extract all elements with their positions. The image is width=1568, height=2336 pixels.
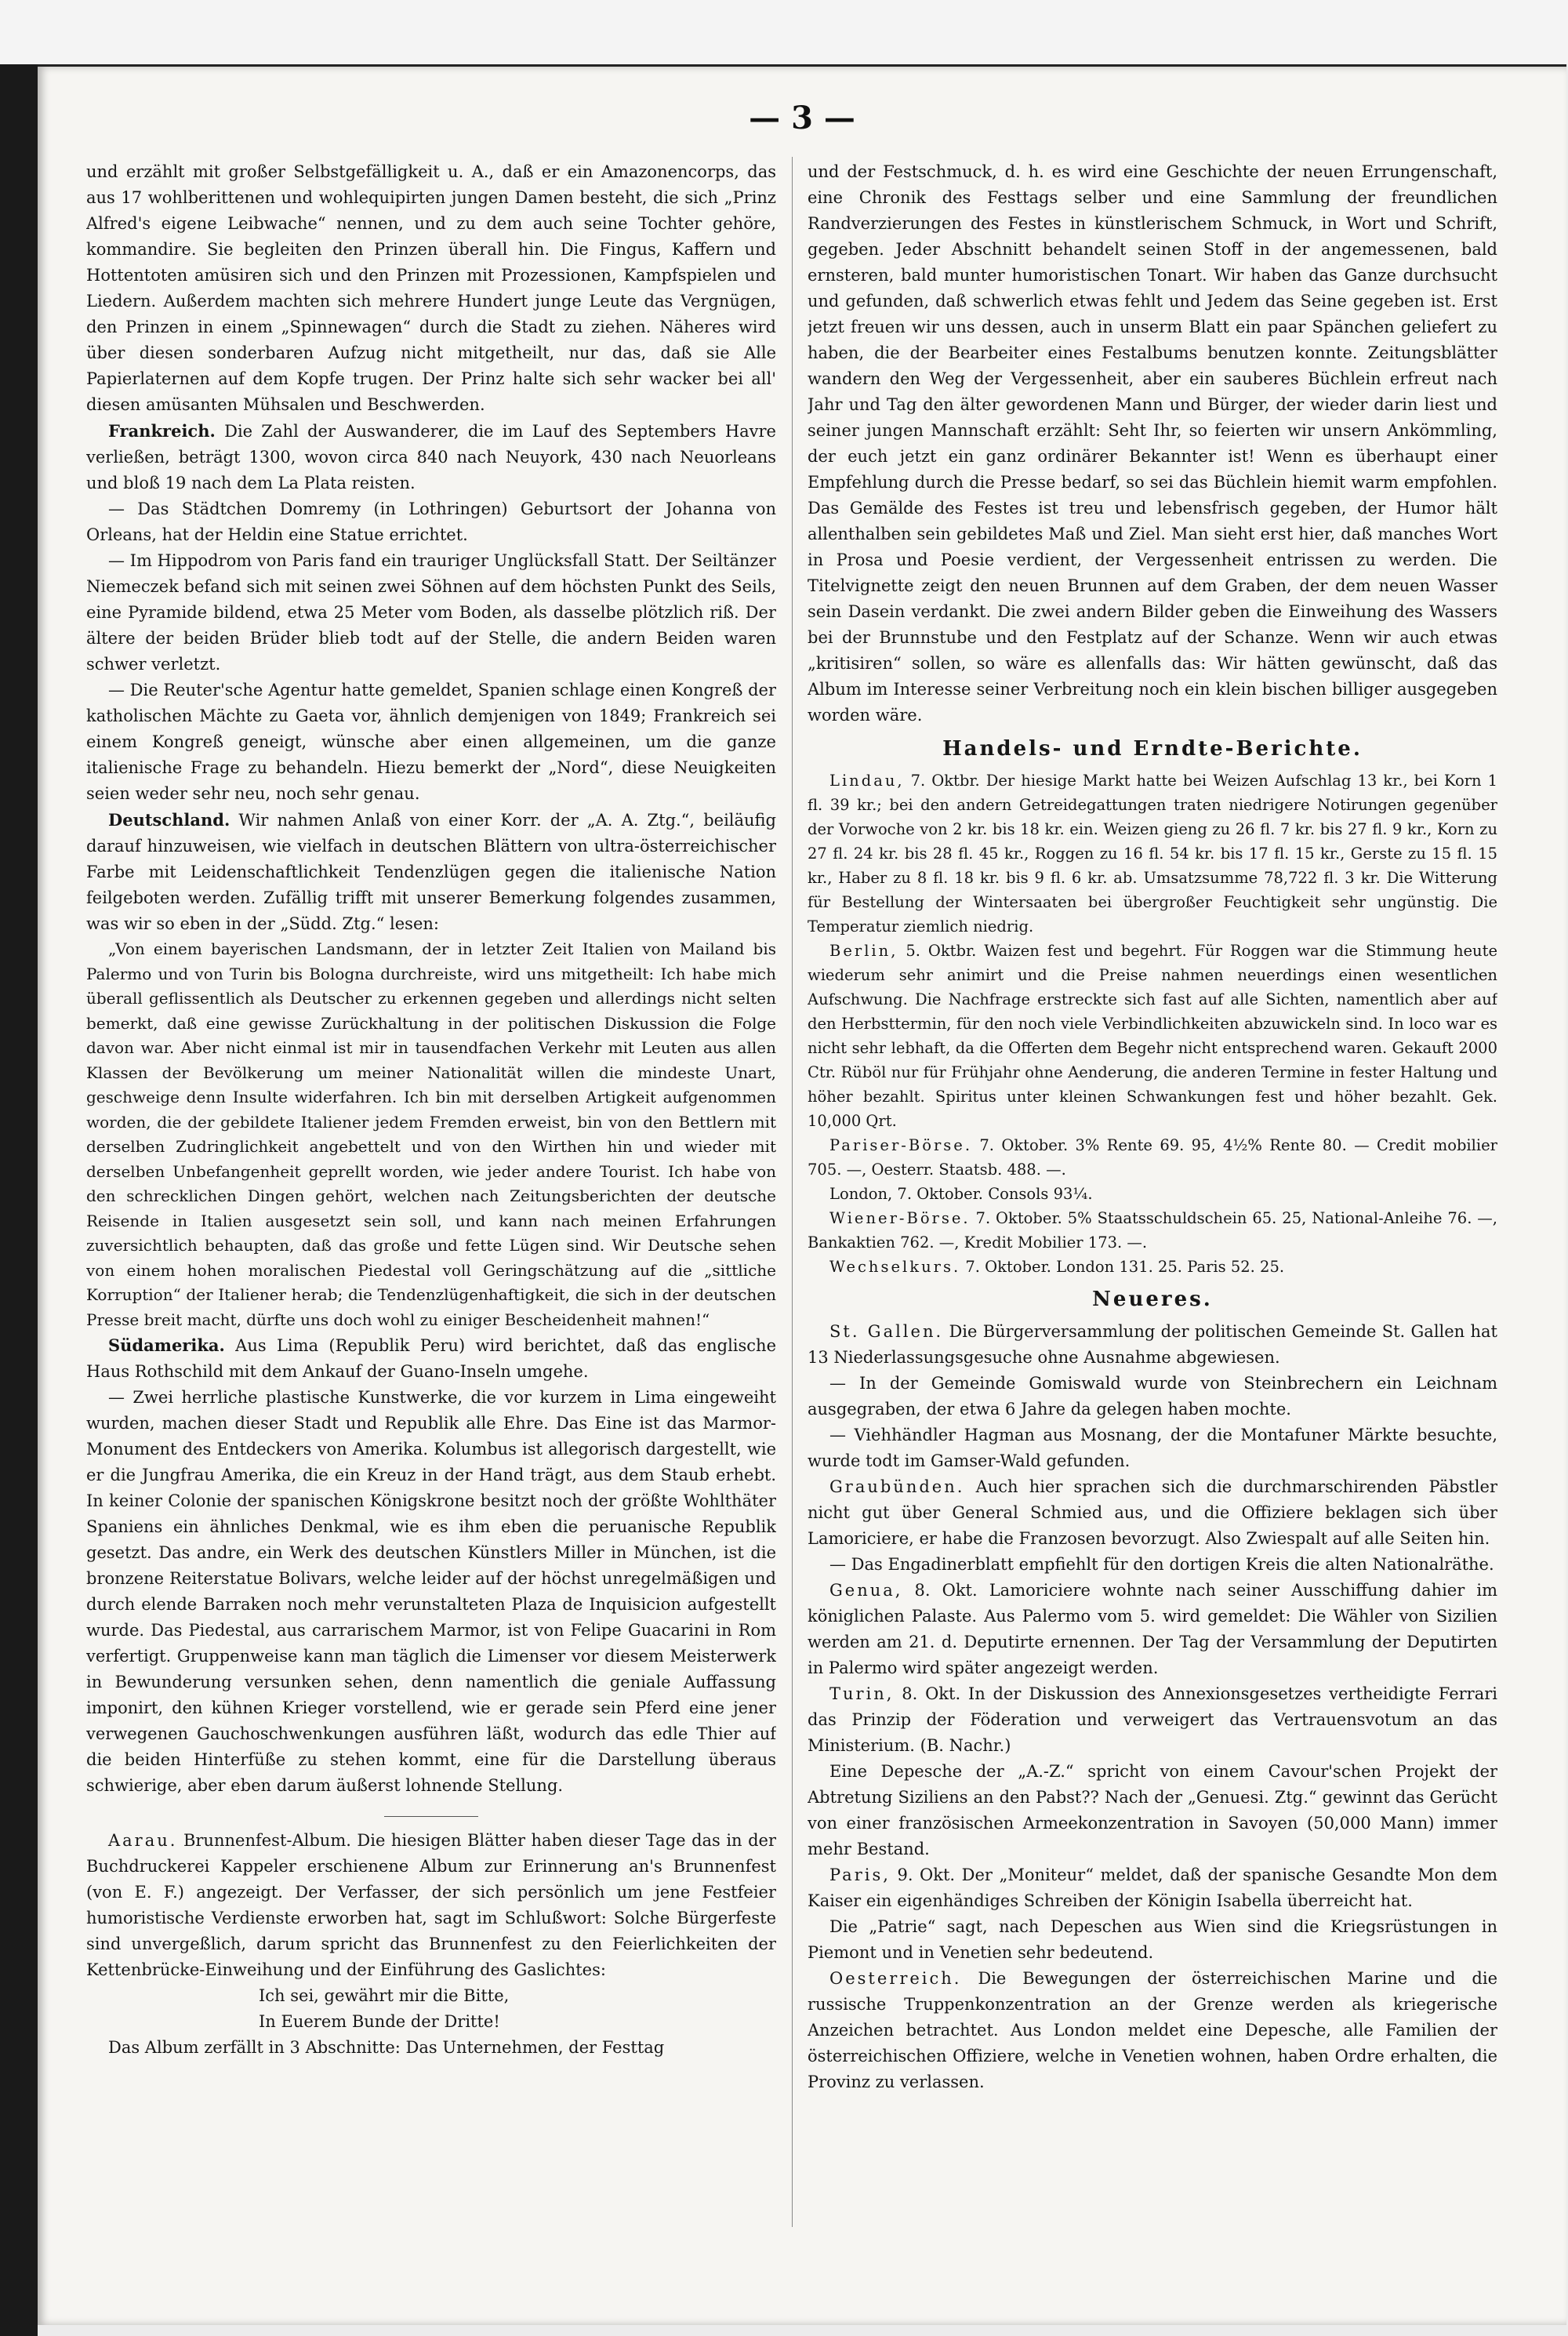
news-genua (808, 1578, 1497, 1681)
scan-background (0, 0, 1568, 64)
news-place: Graubünden. (829, 1477, 965, 1496)
article-paragraph: — Zwei herrliche plastische Kunstwerke, die vor kurzem in Lima eingeweiht wurden, machen dieser Stadt und Republik alle Ehre. Das Eine ist das Marmor-Monument des Entdeckers von Amerika. Kolumbus ist allegorisch dargestellt, wie er die Jungfrau Amerika, die ein Kreuz in der Hand trägt, aus dem Staub erhebt. In keiner Colonie der spanischen Königskrone besitzt noch der größte Wohlthäter Spaniens ein ähnliches Denkmal, wie es ihm eben die peruanische Republik gesetzt. Das andre, ein Werk des deutschen Künstlers Miller in München, ist die bronzene Reiterstatue Bolivars, welche leider auf der höchst unregelmäßigen und durch elende Barraken noch mehr verunstalteten Plaza de Inquisicion aufgestellt wurde. Das Piedestal, aus carrarischem Marmor, ist von Felipe Guacarini in Rom verfertigt. Gruppenweise kann man täglich die Limenser vor diesem Meisterwerk in Bewunderung versunken sehen, denn namentlich die geniale Auffassung imponirt, den kühnen Krieger vorstellend, wie er gerade sein Pferd eine jener verwegenen Gauchoschwenkungen ausführen läßt, wodurch das edle Thier auf die beiden Hinterfüße zu stehen kommt, eine für die Darstellung überaus schwierige, aber eben darum äußerst lohnende Stellung. (86, 1388, 776, 1795)
market-report-berlin (808, 939, 1497, 1133)
market-report-paris (808, 1133, 1497, 1182)
article-suedamerika (86, 1332, 776, 1385)
article-paragraph: Die „Patrie“ sagt, nach Depeschen aus Wien sind die Kriegsrüstungen in Piemont und in Venetien sehr bedeutend. (808, 1917, 1497, 1962)
article-paragraph: Das Album zerfällt in 3 Abschnitte: Das Unternehmen, der Festtag (108, 2038, 665, 2057)
right-column (808, 159, 1497, 2292)
article-paragraph: Eine Depesche der „A.-Z.“ spricht von einem Cavour'schen Projekt der Abtretung Siziliens an den Pabst?? Nach der „Genuesi. Ztg.“ gewinnt das Gerücht von einer französischen Armeekonzentration in Savoyen (50,000 Mann) immer mehr Bestand. (808, 1762, 1497, 1858)
column-divider (792, 157, 793, 2227)
market-report-wechsel (808, 1255, 1497, 1279)
article-paragraph: — Viehhändler Hagman aus Mosnang, der die Montafuner Märkte besuchte, wurde todt im Gamser-Wald gefunden. (808, 1426, 1497, 1470)
market-text: 7. Oktober. 3% Rente 69. 95, 4½% Rente 80. — Credit mobilier 705. —, Oesterr. Staatsb. 488. —. (808, 1136, 1497, 1179)
news-text: 8. Okt. In der Diskussion des Annexionsgesetzes vertheidigte Ferrari das Prinzip der Föderation und verweigert das Vertrauensvotum an das Ministerium. (B. Nachr.) (808, 1684, 1497, 1755)
news-text: Auch hier sprachen sich die durchmarschirenden Päbstler nicht gut über General Schmied aus, und die Offiziere beklagen sich über Lamoriciere, er habe die Franzosen bevorzugt. Also Zwiespalt auf alle Seiten hin. (808, 1477, 1497, 1548)
newspaper-page (38, 64, 1566, 2325)
news-place: Oesterreich. (829, 1969, 962, 1988)
market-text: 5. Oktbr. Waizen fest und begehrt. Für Roggen war die Stimmung heute wiederum sehr animirt und die Preise nahmen neuerdings einen wesentlichen Aufschwung. Die Nachfrage erstreckte sich fast auf alle Sichten, namentlich aber auf den Herbsttermin, für den noch viele Verbindlichkeiten abzuwickeln sind. In loco war es nicht sehr lebhaft, da die Offerten dem Begehr nicht entsprechend waren. Gekauft 2000 Ctr. Rüböl nur für Frühjahr ohne Aenderung, die anderen Termine in fester Haltung und höher bezahlt. Spiritus unter kleinen Schwankungen fest und höher bezahlt. Gek. 10,000 Qrt. (808, 942, 1497, 1130)
news-text: Die Bürgerversammlung der politischen Gemeinde St. Gallen hat 13 Niederlassungsgesuche ohne Ausnahme abgewiesen. (808, 1322, 1497, 1367)
page-number: — 3 — (749, 100, 855, 136)
market-report-wien (808, 1206, 1497, 1255)
market-text: 7. Oktbr. Der hiesige Markt hatte bei Weizen Aufschlag 13 kr., bei Korn 1 fl. 39 kr.; bei den andern Getreidegattungen traten niedrigere Notirungen gegenüber der Vorwoche von 2 kr. bis 18 kr. ein. Weizen gieng zu 26 fl. 7 kr. bis 27 fl. 9 kr., Korn zu 27 fl. 24 kr. bis 28 fl. 45 kr., Roggen zu 16 fl. 54 kr. bis 17 fl. 15 kr., Gerste zu 15 fl. 15 kr., Haber zu 8 fl. 18 kr. bis 9 fl. 6 kr. ab. Umsatzsumme 78,722 fl. 3 kr. Die Witterung für Bestellung der Wintersaaten bei übergroßer Feuchtigkeit sehr ungünstig. Die Temperatur ziemlich niedrig. (808, 772, 1497, 935)
news-text: 9. Okt. Der „Moniteur“ meldet, daß der spanische Gesandte Mon dem Kaiser ein eigenhändiges Schreiben der Königin Isabella überreicht hat. (808, 1866, 1497, 1910)
news-text: 8. Okt. Lamoriciere wohnte nach seiner Ausschiffung dahier im königlichen Palaste. Aus Palermo vom 5. wird gemeldet: Die Wähler von Sizilien werden am 21. d. Deputirte ernennen. Der Tag der Versammlung der Deputirten in Palermo wird später angezeigt werden. (808, 1581, 1497, 1677)
section-keyword: Deutschland. (108, 810, 230, 830)
article-paragraph: — Das Engadinerblatt empfiehlt für den dortigen Kreis die alten Nationalräthe. (829, 1555, 1494, 1574)
news-paris (808, 1862, 1497, 1914)
market-place: Wechselkurs. (829, 1258, 961, 1276)
section-keyword: Aarau. (108, 1831, 178, 1850)
section-keyword: Frankreich. (108, 421, 216, 441)
market-place: Lindau, (829, 772, 905, 790)
news-graubuenden (808, 1474, 1497, 1552)
news-place: Turin, (829, 1684, 895, 1703)
news-turin (808, 1681, 1497, 1759)
market-report-lindau (808, 768, 1497, 939)
article-paragraph: und erzählt mit großer Selbstgefälligkeit u. A., daß er ein Amazonencorps, das aus 17 wohlberittenen und wohlequipirten jungen Damen besteht, die sich „Prinz Alfred's eigene Leibwache“ nennen, und zu dem auch seine Tochter gehöre, kommandire. Sie begleiten den Prinzen überall hin. Die Fingus, Kaffern und Hottentoten amüsiren sich und den Prinzen mit Prozessionen, Kampfspielen und Liedern. Außerdem machten sich mehrere Hundert junge Leute das Vergnügen, den Prinzen in einem „Spinnewagen“ durch die Stadt zu ziehen. Näheres wird über diesen sonderbaren Aufzug nicht mitgetheilt, nur das, daß sie Alle Papierlaternen auf dem Kopfe trugen. Der Prinz halte sich sehr wacker bei all' diesen amüsanten Mühsalen und Beschwerden. (86, 162, 776, 414)
news-place: Genua, (829, 1581, 903, 1600)
article-paragraph: — In der Gemeinde Gomiswald wurde von Steinbrechern ein Leichnam ausgegraben, der etwa 6 Jahre da gelegen haben mochte. (808, 1374, 1497, 1419)
separator-rule (384, 1816, 478, 1817)
verse-line: Ich sei, gewährt mir die Bitte, (259, 1986, 510, 2005)
article-paragraph: und der Festschmuck, d. h. es wird eine Geschichte der neuen Errungenschaft, eine Chronik des Festtags selber und eine Sammlung der freundlichen Randverzierungen des Festes in künstlerischem Schmuck, in Wort und Schrift, gegeben. Jeder Abschnitt behandelt seinen Stoff in der angemessenen, bald ernsteren, bald munter humoristischen Tonart. Wir haben das Ganze durchsucht und gefunden, daß schwerlich etwas fehlt und Jedem das Seine gegeben ist. Erst jetzt freuen wir uns dessen, auch in unserm Blatt ein paar Spänchen geliefert zu haben, die der Bearbeiter eines Festalbums benutzen konnte. Zeitungsblätter wandern den Weg der Vergessenheit, aber ein sauberes Büchlein erfreut nach Jahr und Tag den älter gewordenen Mann und Bürger, der wieder darin liest und seiner jungen Mannschaft erzählt: Seht Ihr, so feierten wir unsern Ankömmling, der euch jetzt ein ganz ordinärer Bekannter ist! Wenn es überhaupt einer Empfehlung durch die Presse bedarf, so sei das Büchlein hiemit warm empfohlen. Das Gemälde des Festes ist treu und lebensfrisch gegeben, der Humor hält allenthalben sein gebildetes Maß und Ziel. Man sieht erst hier, daß manches Wort in Prosa und Poesie verdient, der Vergessenheit entrissen zu werden. Die Titelvignette zeigt den neuen Brunnen auf dem Graben, der dem neuen Wasser sein Dasein verdankt. Die zwei andern Bilder geben die Einweihung des Wassers bei der Brunnstube und den Festplatz auf der Schanze. Wenn wir auch etwas „kritisiren“ sollen, so wäre es allenfalls das: Wir hätten gewünscht, daß das Album im Interesse seiner Verbreitung noch ein klein bischen billiger ausgegeben worden wäre. (808, 162, 1497, 725)
article-paragraph: — Im Hippodrom von Paris fand ein trauriger Unglücksfall Statt. Der Seiltänzer Niemeczek befand sich mit seinen zwei Söhnen auf dem höchsten Punkt des Seils, eine Pyramide bildend, etwa 25 Meter vom Boden, als dasselbe plötzlich riß. Der ältere der beiden Brüder blieb todt auf der Stelle, die andern Beiden waren schwer verletzt. (86, 551, 776, 674)
verse-line: In Euerem Bunde der Dritte! (259, 2012, 500, 2031)
news-text: Die Bewegungen der österreichischen Marine und die russische Truppenkonzentration an der Grenze werden als kriegerische Anzeichen betrachtet. Aus London meldet eine Depesche, alle Familien der österreichischen Offiziere, welche in Venetien wohnen, haben Ordre erhalten, die Provinz zu verlassen. (808, 1969, 1497, 2091)
section-keyword: Südamerika. (108, 1335, 225, 1355)
market-place: Pariser-Börse. (829, 1136, 973, 1154)
quoted-passage: „Von einem bayerischen Landsmann, der in letzter Zeit Italien von Mailand bis Palermo und von Turin bis Bologna durchreiste, wird uns mitgetheilt: Ich habe mich überall geflissentlich als Deutscher zu erkennen gegeben und allerdings nicht selten bemerkt, daß eine gewisse Zurückhaltung in der politischen Diskussion die Folge davon war. Aber nicht einmal ist mir in tausendfachen Verkehr mit Leuten aus allen Klassen der Bevölkerung um meiner Nationalität willen die mindeste Unart, geschweige denn Insulte widerfahren. Ich bin mit derselben Artigkeit aufgenommen worden, die der gebildete Italiener jedem Fremden erweist, bin von den Bettlern mit derselben Zudringlichkeit angebettelt und von den Wirthen hin und wieder mit derselben Unbefangenheit geprellt worden, wie jeder andere Tourist. Ich habe von den schrecklichen Dingen gehört, welchen nach Zeitungsberichten der deutsche Reisende in Italien ausgesetzt sein soll, und kann nach meinen Erfahrungen zuversichtlich behaupten, daß das große und fette Lügen sind. Wir Deutsche sehen von einem hohen moralischen Piedestal voll Geringschätzung auf die „sittliche Korruption“ der Italiener herab; die Tendenzlügenhaftigkeit, die sich in der deutschen Presse breit macht, dürfte uns doch wohl zu einiger Bescheidenheit mahnen!“ (86, 939, 776, 1329)
section-heading-handels: Handels- und Erndte-Berichte. (942, 737, 1363, 761)
article-text: Aus Lima (Republik Peru) wird berichtet, daß das englische Haus Rothschild mit dem Ankauf der Guano-Inseln umgehe. (86, 1336, 776, 1381)
market-report-london: London, 7. Oktober. Consols 93¼. (829, 1185, 1093, 1203)
article-aarau (86, 1828, 776, 1983)
news-place: St. Gallen. (829, 1322, 944, 1341)
news-place: Paris, (829, 1866, 891, 1884)
news-oesterreich (808, 1966, 1497, 2095)
article-paragraph: — Die Reuter'sche Agentur hatte gemeldet, Spanien schlage einen Kongreß der katholischen Mächte zu Gaeta vor, ähnlich demjenigen von 1849; Frankreich sei einem Kongreß geneigt, wünsche aber einen allgemeinen, um die ganze italienische Frage zu behandeln. Hiezu bemerkt der „Nord“, diese Neuigkeiten seien weder sehr neu, noch sehr genau. (86, 681, 776, 803)
article-text: Wir nahmen Anlaß von einer Korr. der „A. A. Ztg.“, beiläufig darauf hinzuweisen, wie vielfach in deutschen Blättern von ultra-österreichischer Farbe mit Leidenschaftlichkeit Tendenzlügen gegen die italienische Nation feilgeboten werden. Zufällig trifft mit unserer Bemerkung folgendes zusammen, was wir so eben in der „Südd. Ztg.“ lesen: (86, 811, 776, 933)
section-heading-neueres: Neueres. (1092, 1288, 1213, 1311)
left-column (86, 159, 776, 2292)
article-text: Die Zahl der Auswanderer, die im Lauf des Septembers Havre verließen, beträgt 1300, wovon circa 840 nach Neuyork, 430 nach Neuorleans und bloß 19 nach dem La Plata reisten. (86, 422, 776, 492)
market-place: Berlin, (829, 942, 898, 960)
book-binding-edge (0, 64, 38, 2336)
market-text: 7. Oktober. 5% Staatsschuldschein 65. 25, National-Anleihe 76. —, Bankaktien 762. —, Kredit Mobilier 173. —. (808, 1209, 1497, 1252)
news-stgallen (808, 1319, 1497, 1371)
article-text: Brunnenfest-Album. Die hiesigen Blätter haben dieser Tage das in der Buchdruckerei Kappeler erschienene Album zur Erinnerung an's Brunnenfest (von E. F.) angezeigt. Der Verfasser, der sich persönlich um jene Festfeier humoristische Verdienste erworben hat, sagt im Schlußwort: Solche Bürgerfeste sind unvergeßlich, darum spricht das Brunnenfest zu den Feierlichkeiten der Kettenbrücke-Einweihung und der Einführung des Gaslichtes: (86, 1831, 776, 1979)
article-deutschland (86, 807, 776, 937)
market-place: Wiener-Börse. (829, 1209, 971, 1227)
article-paragraph: — Das Städtchen Domremy (in Lothringen) Geburtsort der Johanna von Orleans, hat der Heldin eine Statue errichtet. (86, 500, 776, 544)
market-text: 7. Oktober. London 131. 25. Paris 52. 25. (960, 1258, 1285, 1276)
article-frankreich (86, 418, 776, 496)
